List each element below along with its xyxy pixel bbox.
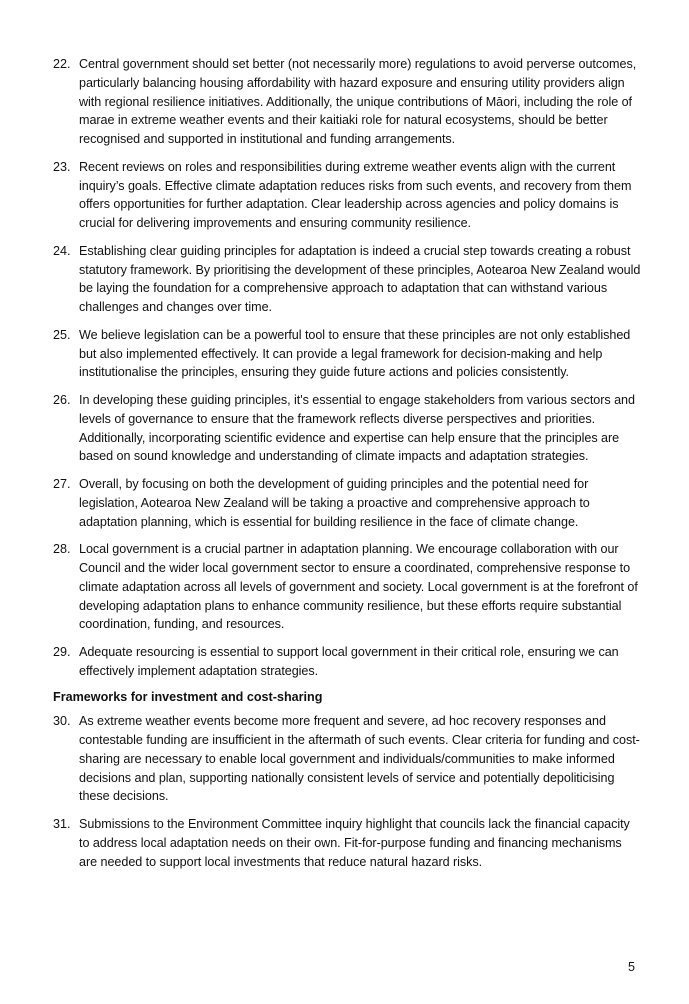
paragraph-text: Local government is a crucial partner in adaptation planning. We encourage collaboration with our Council and the wider local government sector to ensure a coordinated, comprehensive response to climate adaptation across all levels of government and society. Local government is at the forefront of developing adaptation plans to enhance community resilience, but these efforts require substantial coordination, funding, and resources. bbox=[79, 542, 638, 632]
paragraph-number: 27. bbox=[53, 477, 71, 491]
paragraph-text: In developing these guiding principles, it's essential to engage stakeholders from various sectors and levels of governance to ensure that the framework reflects diverse perspectives and priorities. Additionally, incorporating scientific evidence and expertise can help ensure that the principles are based on sound knowledge and understanding of climate impacts and adaptation strategies. bbox=[79, 393, 635, 464]
paragraph-text: Submissions to the Environment Committee inquiry highlight that councils lack the financial capacity to address local adaptation needs on their own. Fit-for-purpose funding and financing mechanisms are needed to support local investments that reduce natural hazard risks. bbox=[79, 817, 630, 869]
paragraph-number: 31. bbox=[53, 817, 71, 831]
numbered-paragraph bbox=[53, 391, 641, 466]
numbered-paragraph bbox=[53, 475, 641, 531]
paragraph-text: Adequate resourcing is essential to support local government in their critical role, ensuring we can effectively implement adaptation strategies. bbox=[79, 645, 619, 678]
section-heading: Frameworks for investment and cost-sharing bbox=[53, 689, 323, 704]
numbered-paragraph bbox=[53, 158, 641, 233]
paragraph-number: 30. bbox=[53, 714, 71, 729]
paragraph-text: We believe legislation can be a powerful tool to ensure that these principles are not only established but also implemented effectively. It can provide a legal framework for decision-making and help institutionalise the principles, ensuring they guide future actions and policies consistently. bbox=[79, 327, 631, 380]
numbered-paragraph bbox=[53, 55, 641, 149]
document-body bbox=[53, 55, 641, 880]
paragraph-number: 26. bbox=[53, 393, 71, 407]
paragraph-number: 24. bbox=[53, 243, 71, 258]
paragraph-text: Establishing clear guiding principles for adaptation is indeed a crucial step towards creating a robust statutory framework. By prioritising the development of these principles, Aotearoa New Zealand would be laying the foundation for a comprehensive approach to adaptation that can withstand various challenges and changes over time. bbox=[79, 243, 641, 314]
numbered-paragraph bbox=[53, 643, 641, 681]
paragraph-number: 22. bbox=[53, 57, 71, 71]
numbered-paragraph bbox=[53, 815, 641, 871]
paragraph-text: Recent reviews on roles and responsibilities during extreme weather events align with the current inquiry’s goals. Effective climate adaptation reduces risks from such events, and recovery from them offers opportunities for further adaptation. Clear leadership across agencies and policy domains is crucial for delivering improvements and ensuring community resilience. bbox=[79, 159, 632, 230]
numbered-paragraph bbox=[53, 540, 641, 634]
paragraph-text: Central government should set better (not necessarily more) regulations to avoid perverse outcomes, particularly balancing housing affordability with hazard exposure and ensuring utility providers align with regional resilience initiatives. Additionally, the unique contributions of Māori, including the role of marae in extreme weather events and their kaitiaki role for natural ecosystems, should be better recognised and supported in institutional and funding arrangements. bbox=[79, 57, 637, 146]
paragraph-number: 23. bbox=[53, 159, 71, 174]
numbered-paragraph bbox=[53, 326, 641, 382]
paragraph-number: 25. bbox=[53, 327, 71, 342]
numbered-paragraph bbox=[53, 712, 641, 806]
paragraph-number: 28. bbox=[53, 542, 71, 557]
paragraph-text: As extreme weather events become more frequent and severe, ad hoc recovery responses and contestable funding are insufficient in the aftermath of such events. Clear criteria for funding and cost-sharing are necessary to enable local government and individuals/communities to make informed decisions and plan, supporting nationally consistent levels of service and potentially depoliticising these decisions. bbox=[79, 714, 640, 804]
paragraph-number: 29. bbox=[53, 645, 71, 659]
page-number: 5 bbox=[627, 960, 635, 974]
numbered-paragraph bbox=[53, 242, 641, 317]
paragraph-text: Overall, by focusing on both the development of guiding principles and the potential need for legislation, Aotearoa New Zealand will be taking a proactive and comprehensive approach to adaptation planning, which is essential for building resilience in the face of climate change. bbox=[79, 477, 590, 529]
